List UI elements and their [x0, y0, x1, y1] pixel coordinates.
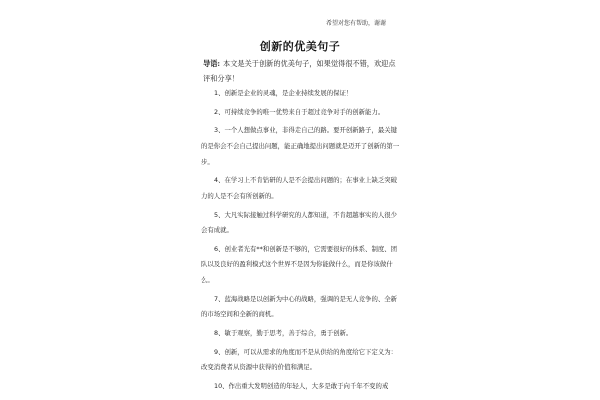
quote-list: [201, 86, 401, 398]
intro-paragraph: [203, 56, 400, 86]
quote-item: 9、创新，可以从需求的角度而不是从供给的角度给它下定义为：改变消费者从资源中获得的价值和满足。: [201, 347, 398, 372]
quote-item: 1、创新是企业的灵魂，是企业持续发展的保证！: [214, 89, 353, 97]
intro-label: 导语:: [203, 59, 221, 68]
intro-text: 本文是关于创新的优美句子，如果觉得很不错，欢迎点评和分享！: [203, 59, 396, 83]
quote-item: 6、创业者光有**和创新是不够的，它需要很好的体系、制度、团队以及良好的盈利模式这个世界不是因为你能做什么，而是你该做什么。: [201, 244, 398, 284]
header-note: 希望对您有帮助，谢谢: [326, 20, 387, 27]
quote-item: 5、大凡实际接触过科学研究的人都知道，不肯超越事实的人很少会有成就。: [201, 210, 398, 235]
quote-item: 8、敏于观察，勤于思考，善于综合，勇于创新。: [214, 328, 353, 337]
quote-item: 10、作出重大发明创造的年轻人，大多是敢于向千年不变的戒: [214, 381, 389, 390]
quote-item: 2、可持续竞争的唯一优势来自于超过竞争对手的创新能力。: [214, 107, 385, 116]
quote-item: 3、一个人想做点事业，非得走自己的路。要开创新路子，最关键的是你会不会自己提出问题，能正确地提出问题就是迈开了创新的第一步。: [201, 126, 400, 166]
document-title: 创新的优美句子: [259, 40, 341, 53]
quote-item: 4、在学习上不肯钻研的人是不会提出问题的；在事业上缺乏突破力的人是不会有所创新的。: [201, 176, 398, 200]
quote-item: 7、蓝海战略是以创新为中心的战略，强调的是无人竞争的、全新的市场空间和全新的商机。: [201, 294, 398, 319]
